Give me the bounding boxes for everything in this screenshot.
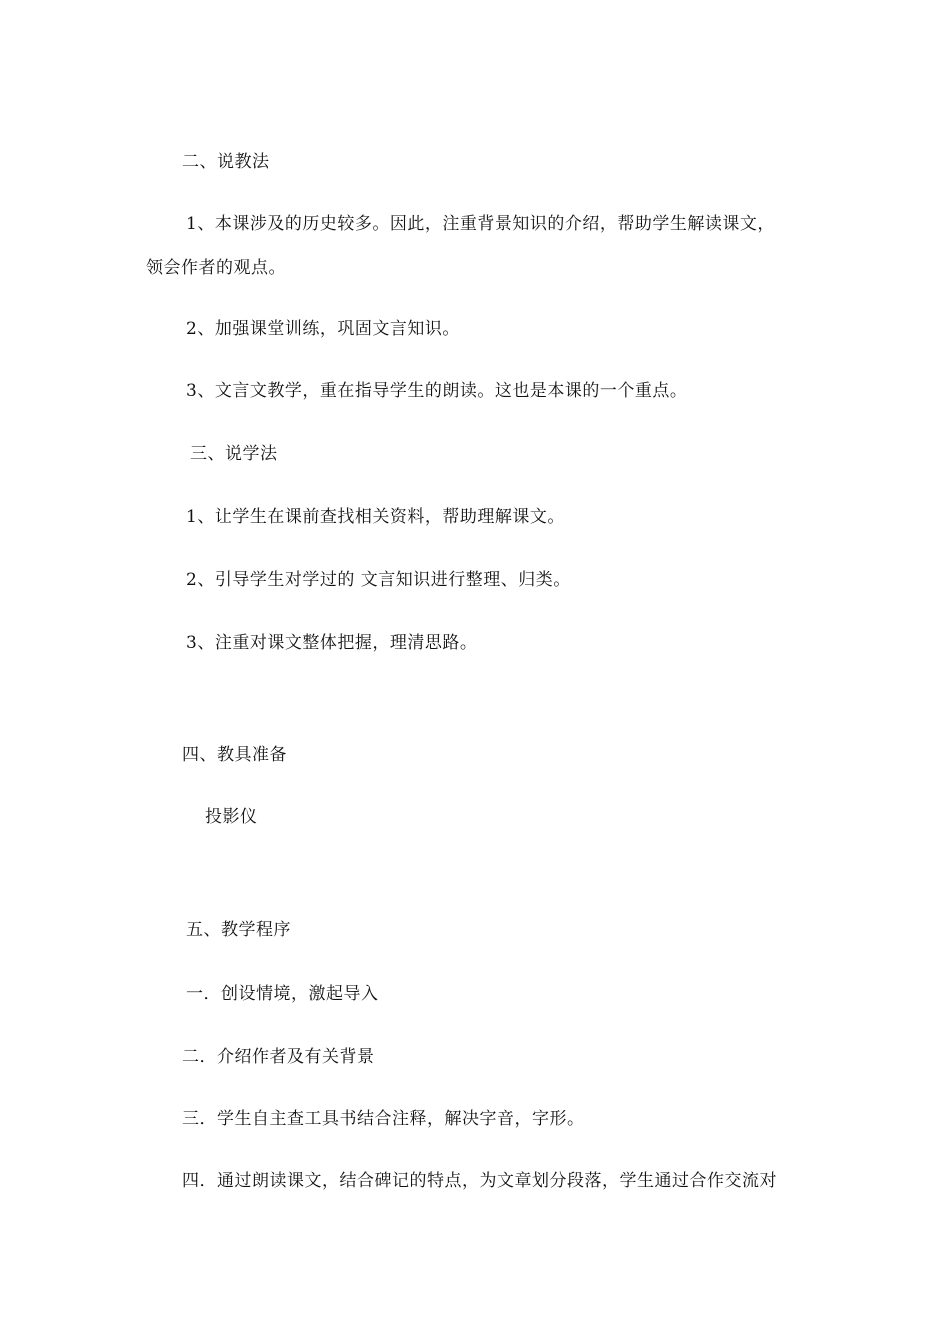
- paragraph-line: 领会作者的观点。: [146, 258, 286, 278]
- paragraph-line: 2、加强课堂训练，巩固文言知识。: [186, 319, 460, 339]
- section-heading-learning-method: 三、说学法: [190, 444, 278, 464]
- paragraph-line: 3、文言文教学，重在指导学生的朗读。这也是本课的一个重点。: [186, 381, 688, 401]
- procedure-step: 一．创设情境，激起导入: [186, 984, 379, 1004]
- paragraph-line: 投影仪: [205, 807, 258, 827]
- section-heading-teaching-procedure: 五、教学程序: [186, 920, 291, 940]
- paragraph-line: 1、本课涉及的历史较多。因此，注重背景知识的介绍，帮助学生解读课文，: [186, 214, 775, 234]
- paragraph-line: 1、让学生在课前查找相关资料，帮助理解课文。: [186, 507, 565, 527]
- paragraph-line: 2、引导学生对学过的 文言知识进行整理、归类。: [186, 570, 571, 590]
- procedure-step: 二．介绍作者及有关背景: [182, 1047, 375, 1067]
- paragraph-line: 3、注重对课文整体把握，理清思路。: [186, 633, 478, 653]
- section-heading-teaching-method: 二、说教法: [182, 152, 270, 172]
- section-heading-teaching-aids: 四、教具准备: [182, 745, 287, 765]
- procedure-step: 四．通过朗读课文，结合碑记的特点，为文章划分段落，学生通过合作交流对: [182, 1171, 777, 1191]
- procedure-step: 三．学生自主查工具书结合注释，解决字音，字形。: [182, 1109, 585, 1129]
